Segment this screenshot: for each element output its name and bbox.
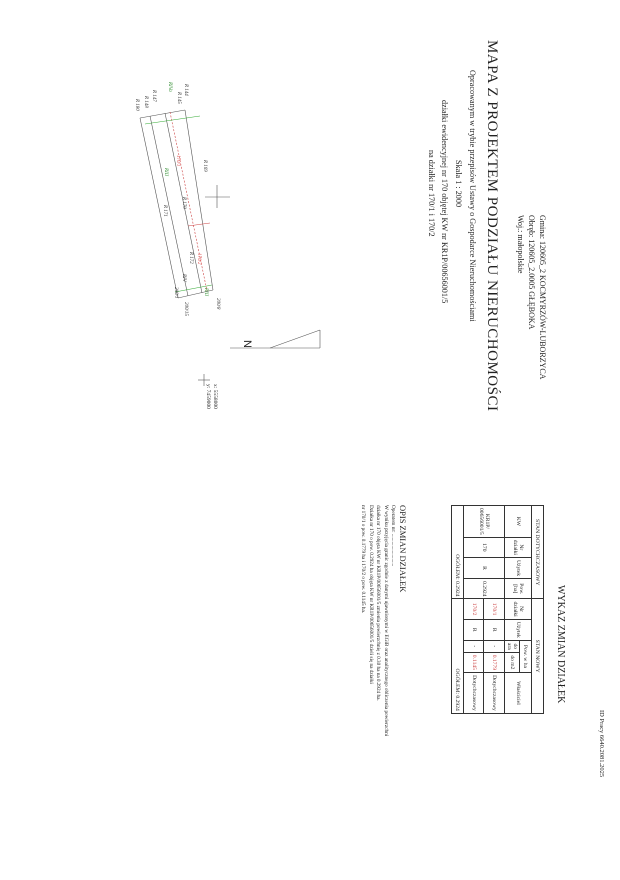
parcel-line2: na działki nr 170/1 i 170/2: [427, 150, 436, 237]
map-label: R 172: [188, 252, 193, 264]
map-label: R 145: [176, 92, 181, 104]
new-do-m2: 0.1779: [484, 652, 505, 672]
col-pow-ha: Pow. [ha]: [505, 579, 532, 599]
scale-label: Skala 1 : 2000: [454, 160, 463, 208]
col-wlasciciel: Właściciel: [505, 673, 532, 714]
map-label: R 144: [183, 84, 188, 96]
wykaz-table-wrap: [451, 505, 544, 714]
north-arrow: [270, 330, 320, 348]
new-owner: Dotychczasowy: [464, 673, 485, 714]
division-line: [188, 223, 210, 226]
coord-x: x: 5558000: [212, 384, 218, 409]
new-do-ara: -: [464, 640, 485, 652]
page-title: MAPA Z PROJEKTEM PODZIAŁU NIERUCHOMOŚCI: [484, 40, 500, 412]
table-row: [484, 506, 505, 714]
map-label: 200/8: [215, 298, 220, 310]
new-owner: Dotychczasowy: [484, 673, 505, 714]
obreb-value: 120605_2.0005 GŁĘBOKA: [527, 239, 536, 330]
opis-line: działka nr 170 objęta KW nr KR1P/00656001/5 zmienia powierzchnię z 0.30 ha na 0.2924 ha.: [375, 505, 382, 701]
new-nr: 170/1: [484, 599, 505, 619]
col-nr-dzialki: Nr działki: [505, 537, 532, 557]
old-pow: 0.2924: [464, 579, 505, 599]
division-line: [170, 112, 207, 291]
col-kw: KW: [505, 506, 532, 538]
col-do-m2: do m2: [505, 652, 520, 672]
map-label: 170/1: [175, 155, 180, 167]
opis-line: nr 170/1 o pow. 0.1779 ha i 170/2 o pow. 0.1145 ha.: [360, 505, 367, 614]
map-label: R 169: [202, 160, 207, 172]
new-uzytek: R: [464, 619, 485, 640]
opis-title: OPIS ZMIAN DZIAŁEK: [398, 505, 408, 593]
opis-block: [359, 505, 408, 736]
map-label: 200/15: [183, 302, 188, 316]
new-do-ara: -: [484, 640, 505, 652]
col-uzytek: Użytek: [505, 557, 532, 578]
new-do-m2: 0.1145: [464, 652, 485, 672]
map-label: 200/1: [173, 287, 178, 299]
boundary-line: [140, 110, 185, 118]
stan-dotychczasowy: STAN DOTYCHCZASOWY: [532, 506, 544, 599]
ogolem-old: OGÓŁEM: 0.2924: [452, 506, 464, 599]
col-uzytek-new: Użytek: [505, 619, 532, 640]
new-nr: 170/2: [464, 599, 485, 619]
wykaz-table: [451, 505, 544, 714]
opis-line: Operatem nr: .........................: [390, 505, 396, 567]
map-label: RIV: [181, 274, 186, 282]
gmina-label: Gmina:: [538, 215, 547, 239]
map-label: R 180: [134, 99, 139, 111]
ogolem-new: OGÓŁEM: 0.2924: [452, 599, 464, 713]
map-label: RIII: [163, 168, 168, 177]
coord-y: y: 7459000: [205, 384, 211, 409]
boundary-line: [140, 118, 178, 298]
col-pow-w-ha: Pow. w ha: [520, 640, 532, 672]
map-label: 170/2: [196, 253, 201, 265]
north-label: N: [241, 340, 253, 348]
map-label: R 147: [151, 90, 156, 102]
gmina-value: 120605_2 KOCMYRZÓW-LUBORZYCA: [538, 241, 547, 380]
woj-value: małopolskie: [516, 234, 525, 274]
old-uzytek: R: [464, 557, 505, 578]
opis-line: Działka nr 170 o pow. 0.2924 ha objęta KW nr KR1P/00656001/5 dzieli się na działki: [367, 505, 374, 684]
parcel-line1: działki ewidencyjnej nr 170 objętej KW nr KR1P/00656001/5: [440, 100, 449, 304]
old-nr: 170: [464, 537, 505, 557]
woj-label: Woj.:: [516, 215, 525, 233]
map-label: R 148: [143, 96, 148, 108]
map-label: R 170: [181, 197, 186, 209]
kw-value: KR1P/ 00656001/5: [464, 506, 505, 538]
map-label: RIVa: [167, 82, 172, 92]
subtitle: Opracowanym w trybie przepisów Ustawy o Gospodarce Nieruchomościami: [468, 70, 477, 322]
id-pracy: ID Pracy 6640.2081.2025: [598, 710, 605, 778]
obreb-label: Obręb:: [527, 215, 536, 238]
wykaz-title: WYKAZ ZMIAN DZIAŁEK: [555, 585, 566, 704]
col-do-ara: do ara: [505, 640, 520, 652]
map-label: RIII: [203, 288, 208, 297]
new-uzytek: R: [484, 619, 505, 640]
map-label: R 171: [162, 205, 167, 217]
col-nr-dzialki-new: Nr działki: [505, 599, 532, 619]
stan-nowy: STAN NOWY: [532, 599, 544, 713]
opis-line: W wyniku przyjęcia granic zgodnie z danymi ujawnionymi w EGiB oraz analitycznego obliczenia powierzchni: [382, 505, 389, 737]
